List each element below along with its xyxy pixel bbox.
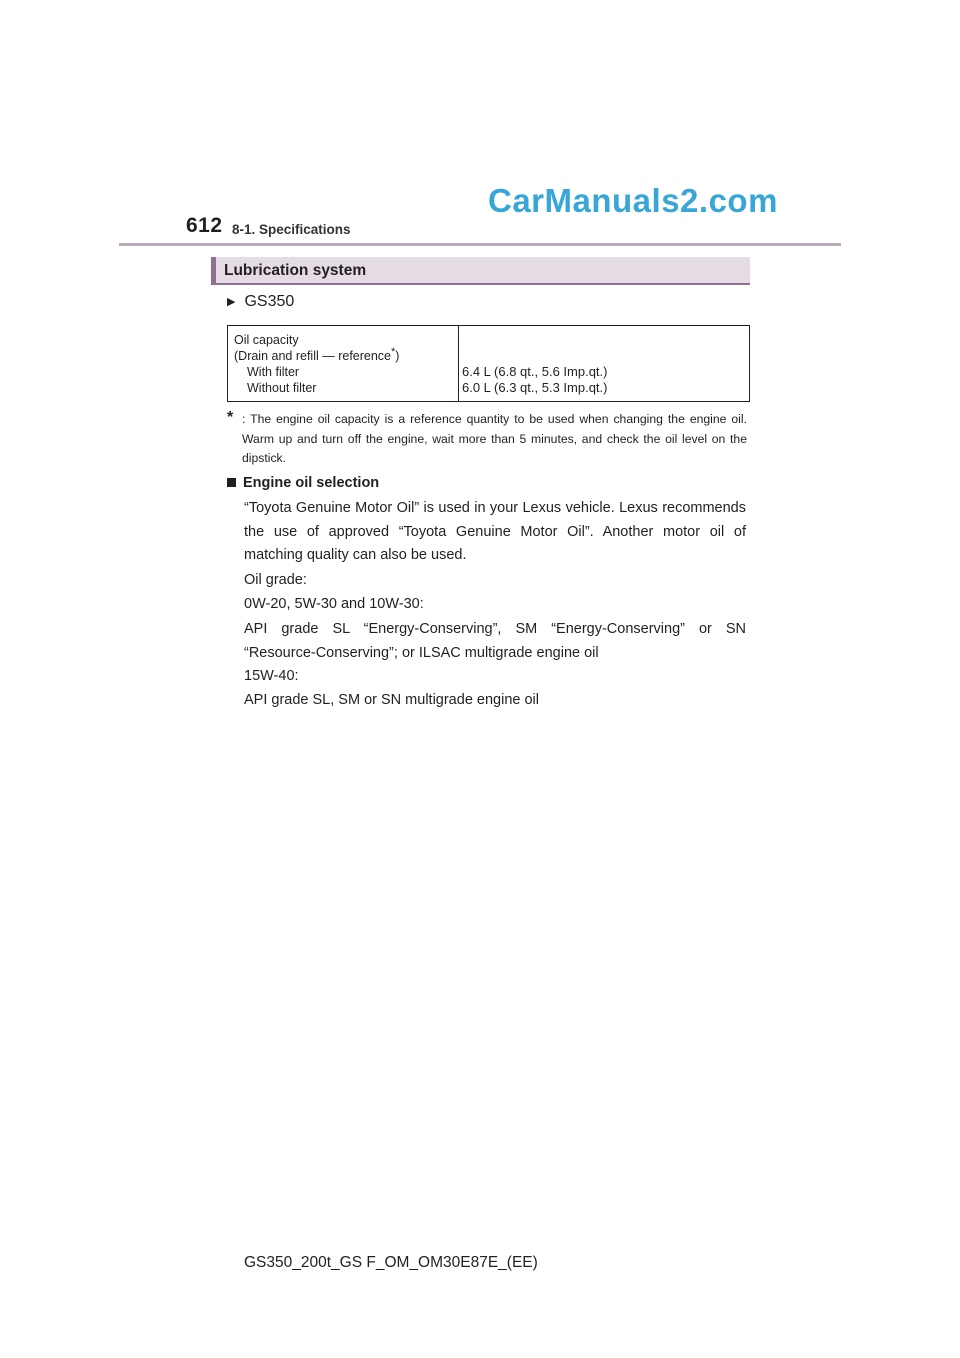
grade2-spec: API grade SL, SM or SN multigrade engine oil (244, 692, 539, 708)
heading-accent (211, 257, 216, 283)
drain-refill-label: (Drain and refill — reference*) (234, 345, 400, 363)
without-filter-label: Without filter (247, 381, 317, 395)
oil-capacity-table (227, 325, 750, 402)
triangle-bullet-icon: ▶ (227, 296, 236, 308)
oil-selection-heading (227, 475, 379, 491)
model-name: GS350 (244, 293, 295, 310)
footnote-text: : The engine oil capacity is a reference quantity to be used when changing the engine oil. Warm up and turn off the engine, wait more than 5 minutes, and check the oil level on the dipstick. (242, 412, 747, 465)
grade1-viscosity: 0W-20, 5W-30 and 10W-30: (244, 596, 424, 612)
square-bullet-icon (227, 478, 236, 487)
table-value-cell (462, 364, 742, 396)
oil-grade-label: Oil grade: (244, 572, 307, 588)
with-filter-label: With filter (247, 365, 300, 379)
footnote-star: * (227, 409, 234, 426)
grade2-viscosity: 15W-40: (244, 668, 299, 684)
grade1-spec: API grade SL “Energy-Conserving”, SM “Energy-Conserving” or SN “Resource-Conserving”; or ILSAC multigrade engine oil (244, 621, 746, 661)
model-label (227, 293, 294, 311)
page-number: 612 (186, 214, 223, 237)
with-filter-value: 6.4 L (6.8 qt., 5.6 Imp.qt.) (462, 364, 608, 379)
document-code: GS350_200t_GS F_OM_OM30E87E_(EE) (244, 1254, 538, 1271)
table-label-cell (234, 332, 456, 396)
without-filter-value: 6.0 L (6.3 qt., 5.3 Imp.qt.) (462, 380, 608, 395)
watermark-logo: CarManuals2.com (488, 182, 778, 219)
section-heading: Lubrication system (224, 262, 367, 279)
table-divider (458, 326, 459, 401)
footnote-marker: * (391, 345, 396, 358)
header-rule (119, 243, 841, 246)
oil-selection-title: Engine oil selection (243, 475, 380, 491)
section-title: 8-1. Specifications (232, 222, 351, 237)
oil-capacity-label: Oil capacity (234, 333, 299, 347)
oil-selection-intro: “Toyota Genuine Motor Oil” is used in your Lexus vehicle. Lexus recommends the use of approved “Toyota Genuine Motor Oil”. Another motor oil of matching quality can also be used. (244, 500, 746, 563)
footnote (227, 410, 747, 469)
section-heading-bar (211, 257, 750, 285)
